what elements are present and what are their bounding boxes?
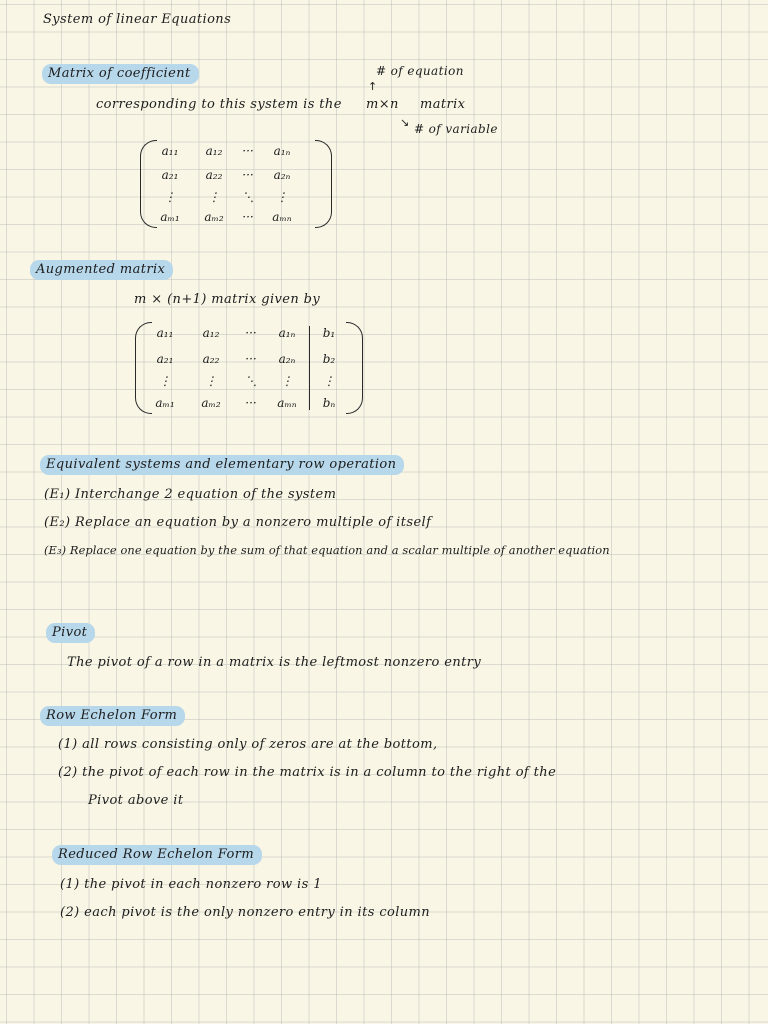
- matrix-entry: ···: [242, 210, 254, 224]
- matrix-entry: ⋮: [281, 374, 293, 388]
- rref-heading: [52, 847, 262, 862]
- up-arrow-icon: ↑: [368, 80, 378, 93]
- matrix-entry: aₘ₂: [201, 396, 221, 410]
- matrix-entry: ⋮: [276, 190, 288, 204]
- rhs-entry: bₙ: [322, 396, 336, 410]
- pivot-heading: [46, 625, 95, 640]
- matrix-entry: ···: [242, 144, 254, 158]
- ref-heading: [40, 708, 185, 723]
- coefficient-matrix: [140, 140, 332, 228]
- matrix-entry: a₂₂: [205, 168, 223, 182]
- matrix-entry: a₂₁: [156, 352, 174, 366]
- augmented-matrix: [135, 322, 363, 414]
- ref-heading-text: Row Echelon Form: [40, 706, 185, 726]
- rhs-entry: b₁: [322, 326, 336, 340]
- variable-note: # of variable: [414, 122, 498, 136]
- matrix-entry: ⋮: [205, 374, 217, 388]
- operation-e2: (E₂) Replace an equation by a nonzero multiple of itself: [44, 515, 432, 530]
- rref-rule-2: (2) each pivot is the only nonzero entry in its column: [60, 905, 431, 920]
- mxn-label: m×n: [366, 97, 399, 112]
- ref-rule-2: (2) the pivot of each row in the matrix is in a column to the right of the: [58, 765, 557, 780]
- matrix-entry: a₂ₙ: [278, 352, 296, 366]
- equation-note: # of equation: [376, 64, 464, 78]
- matrix-entry: aₘₙ: [272, 210, 292, 224]
- right-paren: [346, 322, 363, 414]
- rref-heading-text: Reduced Row Echelon Form: [52, 845, 262, 865]
- coefficient-text: corresponding to this system is the: [96, 97, 342, 112]
- pivot-definition: The pivot of a row in a matrix is the leftmost nonzero entry: [67, 655, 482, 670]
- matrix-entry: ⋱: [245, 374, 257, 388]
- matrix-entry: a₁ₙ: [278, 326, 296, 340]
- ref-rule-2-cont: Pivot above it: [88, 793, 184, 808]
- matrix-entry: aₘ₁: [160, 210, 180, 224]
- ref-rule-1: (1) all rows consisting only of zeros are at the bottom,: [58, 737, 438, 752]
- augmented-text: m × (n+1) matrix given by: [134, 292, 321, 307]
- matrix-entry: a₁₁: [161, 144, 179, 158]
- matrix-entry: ···: [245, 352, 257, 366]
- down-right-arrow-icon: ↘: [400, 116, 410, 129]
- matrix-word: matrix: [420, 97, 466, 112]
- matrix-entry: a₁ₙ: [273, 144, 291, 158]
- matrix-entry: ···: [245, 396, 257, 410]
- equivalent-heading-text: Equivalent systems and elementary row operation: [40, 455, 404, 475]
- rhs-entry: ⋮: [323, 374, 335, 388]
- page-title: System of linear Equations: [43, 12, 232, 27]
- matrix-entry: ···: [242, 168, 254, 182]
- coefficient-heading-text: Matrix of coefficient: [42, 64, 199, 84]
- matrix-entry: ⋮: [164, 190, 176, 204]
- matrix-entry: a₂ₙ: [273, 168, 291, 182]
- augmented-heading-text: Augmented matrix: [30, 260, 173, 280]
- augmented-heading: [30, 262, 173, 277]
- coefficient-heading: [42, 66, 199, 81]
- matrix-entry: a₁₂: [205, 144, 223, 158]
- operation-e3: (E₃) Replace one equation by the sum of that equation and a scalar multiple of another equation: [44, 543, 610, 557]
- matrix-entry: a₂₁: [161, 168, 179, 182]
- augment-bar: [309, 326, 310, 410]
- matrix-entry: a₁₁: [156, 326, 174, 340]
- matrix-entry: aₘₙ: [277, 396, 297, 410]
- pivot-heading-text: Pivot: [46, 623, 95, 643]
- operation-e1: (E₁) Interchange 2 equation of the system: [44, 487, 337, 502]
- matrix-entry: aₘ₂: [204, 210, 224, 224]
- matrix-entry: a₁₂: [202, 326, 220, 340]
- matrix-entry: ⋮: [159, 374, 171, 388]
- rref-rule-1: (1) the pivot in each nonzero row is 1: [60, 877, 322, 892]
- matrix-entry: aₘ₁: [155, 396, 175, 410]
- matrix-entry: ···: [245, 326, 257, 340]
- matrix-entry: ⋱: [242, 190, 254, 204]
- matrix-entry: a₂₂: [202, 352, 220, 366]
- matrix-entry: ⋮: [208, 190, 220, 204]
- equivalent-heading: [40, 457, 404, 472]
- rhs-entry: b₂: [322, 352, 336, 366]
- right-paren: [315, 140, 332, 228]
